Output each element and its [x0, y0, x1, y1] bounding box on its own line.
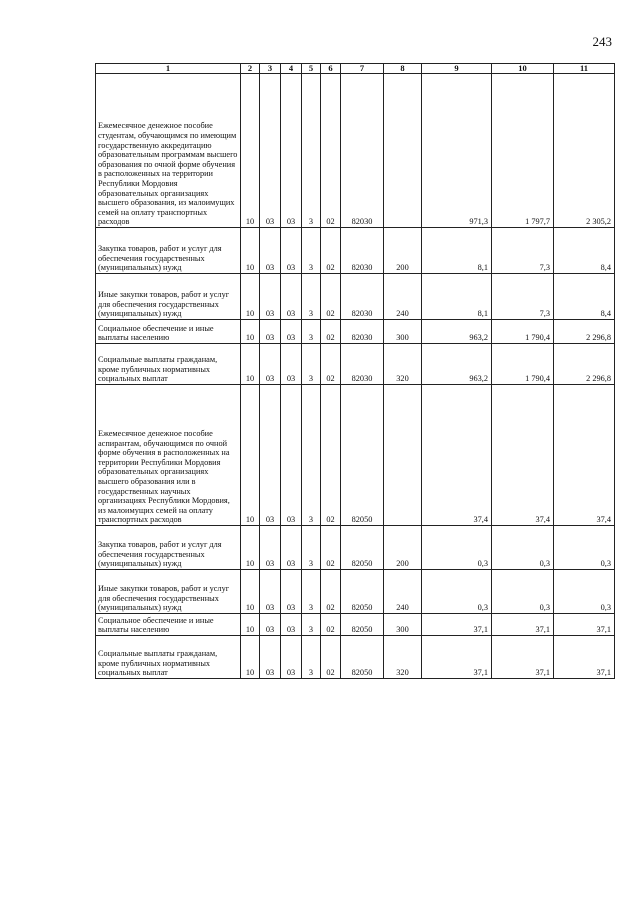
- amount-cell: 37,1: [554, 614, 615, 636]
- amount-cell: 0,3: [554, 526, 615, 570]
- code-cell: 03: [260, 636, 281, 679]
- code-cell: 02: [321, 385, 341, 526]
- row-name: Социальное обеспечение и иные выплаты населению: [96, 614, 241, 636]
- code-cell: 03: [260, 614, 281, 636]
- code-cell: 10: [241, 526, 260, 570]
- amount-cell: 2 296,8: [554, 320, 615, 344]
- code-cell: 02: [321, 636, 341, 679]
- column-header: 1: [96, 64, 241, 74]
- amount-cell: 37,1: [492, 614, 554, 636]
- code-cell: 10: [241, 636, 260, 679]
- code-cell: 200: [384, 526, 422, 570]
- code-cell: 03: [281, 344, 302, 385]
- code-cell: 03: [260, 228, 281, 274]
- code-cell: 10: [241, 320, 260, 344]
- table-row: [96, 570, 615, 614]
- amount-cell: 37,1: [492, 636, 554, 679]
- amount-cell: 963,2: [422, 320, 492, 344]
- code-cell: 3: [302, 74, 321, 228]
- code-cell: 82030: [341, 228, 384, 274]
- amount-cell: 37,1: [422, 636, 492, 679]
- code-cell: 200: [384, 228, 422, 274]
- amount-cell: 1 790,4: [492, 320, 554, 344]
- code-cell: 82050: [341, 526, 384, 570]
- code-cell: 02: [321, 228, 341, 274]
- code-cell: [384, 74, 422, 228]
- page-number: 243: [592, 34, 612, 49]
- row-name: Социальное обеспечение и иные выплаты населению: [96, 320, 241, 344]
- code-cell: 10: [241, 614, 260, 636]
- code-cell: 300: [384, 320, 422, 344]
- code-cell: 03: [260, 570, 281, 614]
- column-header: 6: [321, 64, 341, 74]
- amount-cell: 0,3: [492, 526, 554, 570]
- code-cell: 3: [302, 570, 321, 614]
- amount-cell: 0,3: [554, 570, 615, 614]
- budget-table: [95, 63, 615, 679]
- amount-cell: 963,2: [422, 344, 492, 385]
- row-name: Социальные выплаты гражданам, кроме публичных нормативных социальных выплат: [96, 344, 241, 385]
- row-name: Ежемесячное денежное пособие аспирантам, обучающимся по очной форме обучения в расположенных на территории Республики Мордовия образовательных организациях высшего образования или в государственных научных организациях Республики Мордовия, из малоимущих семей на оплату транспортных расходов: [96, 385, 241, 526]
- amount-cell: 37,4: [492, 385, 554, 526]
- code-cell: 02: [321, 274, 341, 320]
- amount-cell: 0,3: [492, 570, 554, 614]
- code-cell: 3: [302, 614, 321, 636]
- column-header: 4: [281, 64, 302, 74]
- row-name: Иные закупки товаров, работ и услуг для обеспечения государственных (муниципальных) нужд: [96, 274, 241, 320]
- code-cell: 03: [281, 274, 302, 320]
- code-cell: 03: [281, 614, 302, 636]
- code-cell: 3: [302, 228, 321, 274]
- code-cell: 240: [384, 570, 422, 614]
- table-row: [96, 385, 615, 526]
- column-header: 8: [384, 64, 422, 74]
- code-cell: 02: [321, 320, 341, 344]
- amount-cell: 7,3: [492, 228, 554, 274]
- table-row: [96, 320, 615, 344]
- column-header: 2: [241, 64, 260, 74]
- amount-cell: 1 790,4: [492, 344, 554, 385]
- column-header: 9: [422, 64, 492, 74]
- code-cell: 3: [302, 320, 321, 344]
- code-cell: 3: [302, 274, 321, 320]
- amount-cell: 7,3: [492, 274, 554, 320]
- row-name: Закупка товаров, работ и услуг для обеспечения государственных (муниципальных) нужд: [96, 228, 241, 274]
- code-cell: 02: [321, 344, 341, 385]
- code-cell: 240: [384, 274, 422, 320]
- amount-cell: 971,3: [422, 74, 492, 228]
- amount-cell: 37,1: [422, 614, 492, 636]
- amount-cell: 8,1: [422, 274, 492, 320]
- amount-cell: 1 797,7: [492, 74, 554, 228]
- code-cell: 82050: [341, 636, 384, 679]
- column-header: 7: [341, 64, 384, 74]
- code-cell: 10: [241, 74, 260, 228]
- code-cell: 03: [260, 526, 281, 570]
- code-cell: 03: [281, 526, 302, 570]
- code-cell: 03: [260, 344, 281, 385]
- code-cell: 03: [260, 385, 281, 526]
- row-name: Ежемесячное денежное пособие студентам, обучающимся по имеющим государственную аккредитацию образовательным программам высшего образования по очной форме обучения в расположенных на территории Республики Мордовия образовательных организациях высшего образования, из малоимущих семей на оплату транспортных расходов: [96, 74, 241, 228]
- code-cell: 03: [281, 385, 302, 526]
- code-cell: 03: [281, 570, 302, 614]
- code-cell: 10: [241, 385, 260, 526]
- code-cell: 10: [241, 344, 260, 385]
- code-cell: 02: [321, 74, 341, 228]
- table-row: [96, 74, 615, 228]
- row-name: Закупка товаров, работ и услуг для обеспечения государственных (муниципальных) нужд: [96, 526, 241, 570]
- code-cell: 300: [384, 614, 422, 636]
- code-cell: 03: [260, 74, 281, 228]
- code-cell: 3: [302, 344, 321, 385]
- column-header: 3: [260, 64, 281, 74]
- table-row: [96, 344, 615, 385]
- code-cell: 03: [281, 320, 302, 344]
- code-cell: 03: [281, 636, 302, 679]
- amount-cell: 8,4: [554, 274, 615, 320]
- code-cell: 03: [281, 74, 302, 228]
- code-cell: 02: [321, 614, 341, 636]
- code-cell: 320: [384, 344, 422, 385]
- amount-cell: 2 296,8: [554, 344, 615, 385]
- column-header: 11: [554, 64, 615, 74]
- table-header-row: [96, 64, 615, 74]
- table-row: [96, 228, 615, 274]
- code-cell: 02: [321, 526, 341, 570]
- code-cell: 3: [302, 385, 321, 526]
- code-cell: 82030: [341, 344, 384, 385]
- code-cell: 02: [321, 570, 341, 614]
- row-name: Социальные выплаты гражданам, кроме публичных нормативных социальных выплат: [96, 636, 241, 679]
- table-row: [96, 614, 615, 636]
- code-cell: 82050: [341, 570, 384, 614]
- code-cell: [384, 385, 422, 526]
- code-cell: 03: [260, 274, 281, 320]
- code-cell: 320: [384, 636, 422, 679]
- code-cell: 3: [302, 526, 321, 570]
- amount-cell: 0,3: [422, 526, 492, 570]
- amount-cell: 37,1: [554, 636, 615, 679]
- code-cell: 10: [241, 228, 260, 274]
- amount-cell: 37,4: [422, 385, 492, 526]
- code-cell: 82050: [341, 385, 384, 526]
- column-header: 5: [302, 64, 321, 74]
- code-cell: 03: [281, 228, 302, 274]
- code-cell: 82030: [341, 320, 384, 344]
- code-cell: 10: [241, 570, 260, 614]
- amount-cell: 8,4: [554, 228, 615, 274]
- code-cell: 3: [302, 636, 321, 679]
- table-row: [96, 526, 615, 570]
- code-cell: 82030: [341, 74, 384, 228]
- column-header: 10: [492, 64, 554, 74]
- table-row: [96, 636, 615, 679]
- code-cell: 82030: [341, 274, 384, 320]
- row-name: Иные закупки товаров, работ и услуг для обеспечения государственных (муниципальных) нужд: [96, 570, 241, 614]
- table-row: [96, 274, 615, 320]
- code-cell: 03: [260, 320, 281, 344]
- amount-cell: 37,4: [554, 385, 615, 526]
- amount-cell: 0,3: [422, 570, 492, 614]
- code-cell: 10: [241, 274, 260, 320]
- code-cell: 82050: [341, 614, 384, 636]
- amount-cell: 2 305,2: [554, 74, 615, 228]
- amount-cell: 8,1: [422, 228, 492, 274]
